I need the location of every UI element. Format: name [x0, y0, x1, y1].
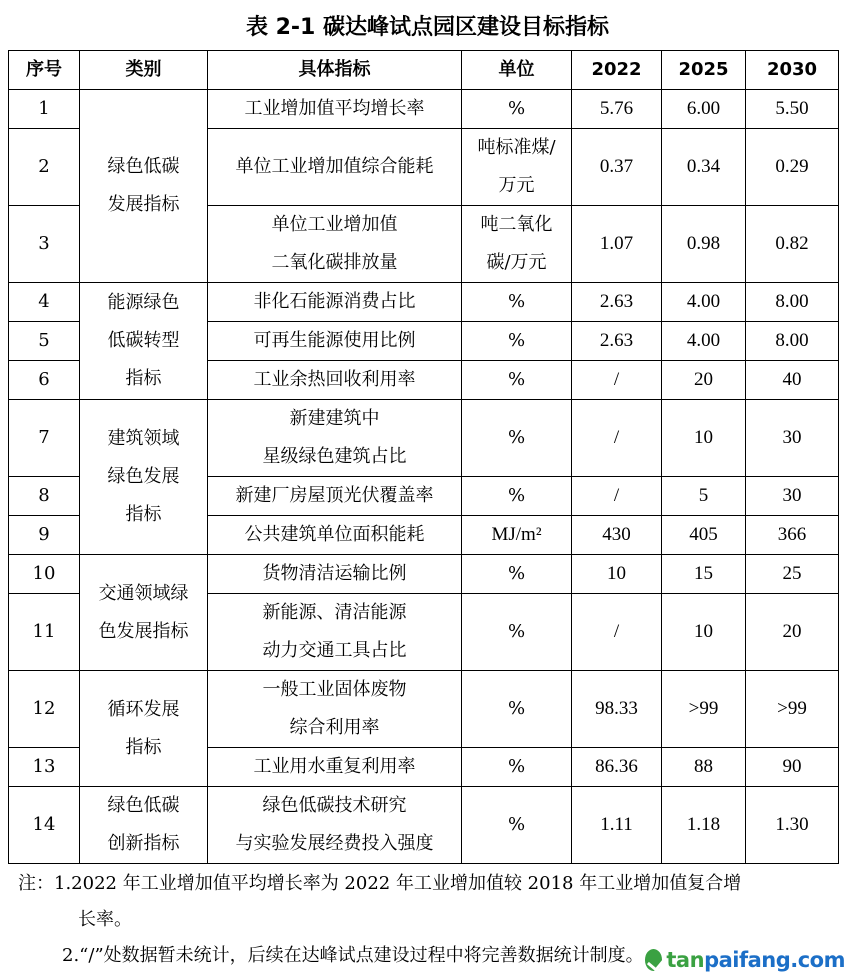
- unit-cell: %: [462, 787, 572, 864]
- header-row: [9, 51, 839, 90]
- unit-cell: %: [462, 322, 572, 361]
- indicator-cell: 公共建筑单位面积能耗: [208, 516, 462, 555]
- value-2025: 10: [662, 594, 746, 671]
- value-2022: 430: [572, 516, 662, 555]
- category-cell: 绿色低碳 创新指标: [80, 787, 208, 864]
- watermark-text: tanpaifang.com: [666, 948, 845, 972]
- indicator-cell: 货物清洁运输比例: [208, 555, 462, 594]
- value-2025: 5: [662, 477, 746, 516]
- value-2030: 20: [746, 594, 839, 671]
- value-2022: /: [572, 477, 662, 516]
- note-2: 2.“/”处数据暂未统计，后续在达峰试点建设过程中将完善数据统计制度。: [62, 945, 644, 966]
- value-2030: 40: [746, 361, 839, 400]
- value-2030: 366: [746, 516, 839, 555]
- value-2022: 1.07: [572, 206, 662, 283]
- table-row: [9, 90, 839, 129]
- row-number: 11: [9, 594, 80, 671]
- indicator-table: [8, 50, 839, 864]
- row-number: 7: [9, 400, 80, 477]
- category-cell: 建筑领域 绿色发展 指标: [80, 400, 208, 555]
- unit-cell: %: [462, 671, 572, 748]
- table-row: [9, 787, 839, 864]
- header-2025: 2025: [662, 51, 746, 90]
- indicator-cell: 非化石能源消费占比: [208, 283, 462, 322]
- indicator-cell: 新建建筑中 星级绿色建筑占比: [208, 400, 462, 477]
- indicator-cell: 单位工业增加值综合能耗: [208, 129, 462, 206]
- value-2025: 405: [662, 516, 746, 555]
- value-2030: 8.00: [746, 283, 839, 322]
- value-2025: 4.00: [662, 283, 746, 322]
- value-2025: 1.18: [662, 787, 746, 864]
- value-2025: 88: [662, 748, 746, 787]
- value-2030: 5.50: [746, 90, 839, 129]
- value-2022: 10: [572, 555, 662, 594]
- indicator-cell: 绿色低碳技术研究 与实验发展经费投入强度: [208, 787, 462, 864]
- checkmark-logo-icon: [645, 949, 662, 971]
- unit-cell: %: [462, 283, 572, 322]
- category-cell: 能源绿色 低碳转型 指标: [80, 283, 208, 400]
- table-title: 表 2-1 碳达峰试点园区建设目标指标: [245, 15, 610, 40]
- value-2030: 25: [746, 555, 839, 594]
- value-2030: 8.00: [746, 322, 839, 361]
- note-1: 注：1.2022 年工业增加值平均增长率为 2022 年工业增加值较 2018 年工业增加值复合增: [18, 873, 742, 894]
- row-number: 3: [9, 206, 80, 283]
- unit-cell: %: [462, 594, 572, 671]
- table-row: [9, 555, 839, 594]
- row-number: 6: [9, 361, 80, 400]
- indicator-cell: 单位工业增加值 二氧化碳排放量: [208, 206, 462, 283]
- value-2030: 0.29: [746, 129, 839, 206]
- value-2022: /: [572, 594, 662, 671]
- row-number: 14: [9, 787, 80, 864]
- value-2025: 10: [662, 400, 746, 477]
- value-2025: 15: [662, 555, 746, 594]
- header-2030: 2030: [746, 51, 839, 90]
- indicator-cell: 可再生能源使用比例: [208, 322, 462, 361]
- value-2025: >99: [662, 671, 746, 748]
- indicator-cell: 一般工业固体废物 综合利用率: [208, 671, 462, 748]
- value-2022: /: [572, 361, 662, 400]
- unit-cell: %: [462, 361, 572, 400]
- value-2025: 4.00: [662, 322, 746, 361]
- category-cell: 循环发展 指标: [80, 671, 208, 787]
- row-number: 8: [9, 477, 80, 516]
- indicator-cell: 新建厂房屋顶光伏覆盖率: [208, 477, 462, 516]
- value-2022: 2.63: [572, 322, 662, 361]
- value-2030: 90: [746, 748, 839, 787]
- value-2022: /: [572, 400, 662, 477]
- value-2022: 0.37: [572, 129, 662, 206]
- category-cell: 绿色低碳 发展指标: [80, 90, 208, 283]
- indicator-cell: 新能源、清洁能源 动力交通工具占比: [208, 594, 462, 671]
- unit-cell: %: [462, 477, 572, 516]
- value-2030: 1.30: [746, 787, 839, 864]
- row-number: 13: [9, 748, 80, 787]
- value-2030: 30: [746, 477, 839, 516]
- site-watermark: [645, 946, 845, 974]
- indicator-cell: 工业余热回收利用率: [208, 361, 462, 400]
- value-2025: 0.34: [662, 129, 746, 206]
- value-2022: 2.63: [572, 283, 662, 322]
- row-number: 4: [9, 283, 80, 322]
- header-indicator: 具体指标: [208, 51, 462, 90]
- header-unit: 单位: [462, 51, 572, 90]
- row-number: 2: [9, 129, 80, 206]
- value-2025: 6.00: [662, 90, 746, 129]
- row-number: 1: [9, 90, 80, 129]
- value-2030: 0.82: [746, 206, 839, 283]
- value-2025: 20: [662, 361, 746, 400]
- row-number: 9: [9, 516, 80, 555]
- value-2022: 86.36: [572, 748, 662, 787]
- value-2030: 30: [746, 400, 839, 477]
- unit-cell: 吨二氧化 碳/万元: [462, 206, 572, 283]
- note-1-continued: 长率。: [78, 909, 132, 930]
- table-row: [9, 400, 839, 477]
- row-number: 10: [9, 555, 80, 594]
- unit-cell: %: [462, 400, 572, 477]
- value-2025: 0.98: [662, 206, 746, 283]
- unit-cell: %: [462, 748, 572, 787]
- value-2030: >99: [746, 671, 839, 748]
- table-row: [9, 671, 839, 748]
- indicator-cell: 工业增加值平均增长率: [208, 90, 462, 129]
- table-row: [9, 283, 839, 322]
- row-number: 12: [9, 671, 80, 748]
- header-2022: 2022: [572, 51, 662, 90]
- value-2022: 98.33: [572, 671, 662, 748]
- header-category: 类别: [80, 51, 208, 90]
- value-2022: 1.11: [572, 787, 662, 864]
- row-number: 5: [9, 322, 80, 361]
- unit-cell: MJ/m²: [462, 516, 572, 555]
- value-2022: 5.76: [572, 90, 662, 129]
- indicator-cell: 工业用水重复利用率: [208, 748, 462, 787]
- unit-cell: %: [462, 555, 572, 594]
- unit-cell: %: [462, 90, 572, 129]
- header-no: 序号: [9, 51, 80, 90]
- unit-cell: 吨标准煤/ 万元: [462, 129, 572, 206]
- category-cell: 交通领域绿 色发展指标: [80, 555, 208, 671]
